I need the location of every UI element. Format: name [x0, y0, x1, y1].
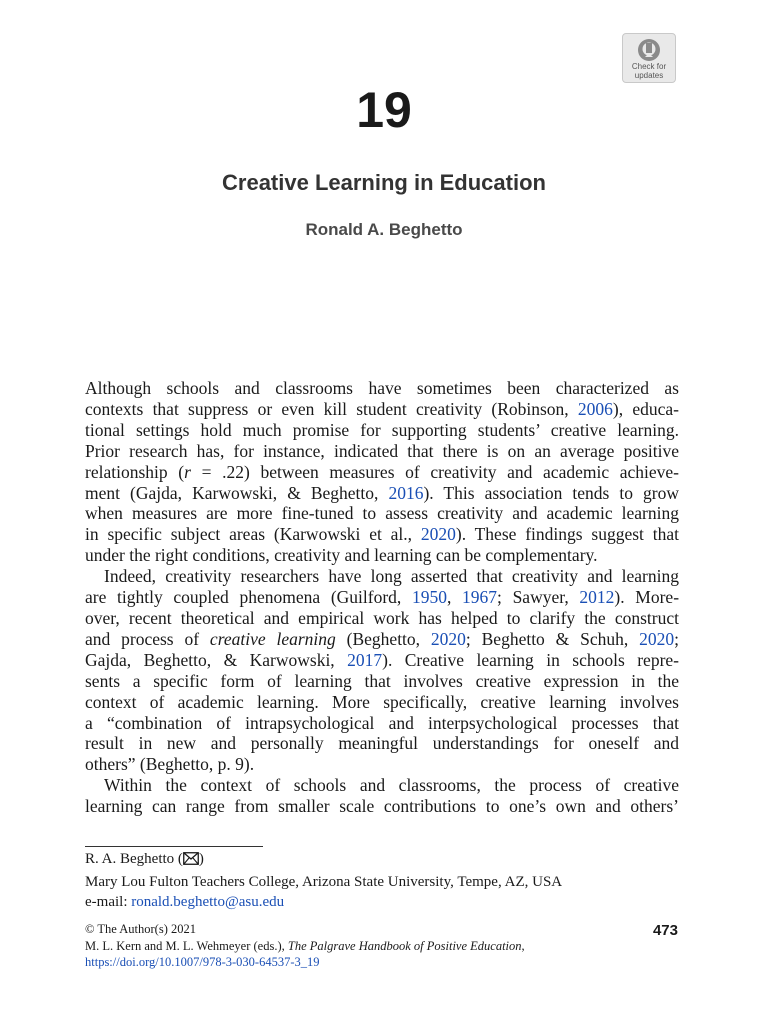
author-affiliation	[85, 849, 685, 913]
text-line: relationship (r = .22) between measures of creativity and academic achieve-	[85, 461, 680, 482]
citation-link[interactable]: 2020	[639, 628, 675, 649]
crossmark-icon	[637, 38, 661, 62]
text-line: Prior research has, for instance, indicated that there is on an average positive	[85, 440, 679, 461]
text-line: ment (Gajda, Karwowski, & Beghetto, 2016). This association tends to grow	[85, 482, 680, 503]
text-line: Within the context of schools and classrooms, the process of creative	[104, 775, 679, 796]
text-line: learning can range from smaller scale contributions to one’s own and others’	[85, 796, 679, 817]
envelope-icon[interactable]	[183, 851, 199, 872]
text-line: others” (Beghetto, p. 9).	[85, 754, 255, 775]
text-line: a “combination of intrapsychological and interpsychological processes that	[85, 712, 679, 733]
doi-line	[85, 954, 625, 971]
text-line: contexts that suppress or even kill student creativity (Robinson, 2006), educa-	[85, 398, 679, 419]
chapter-author: Ronald A. Beghetto	[305, 220, 463, 239]
email-line: e-mail: ronald.beghetto@asu.edu	[85, 894, 285, 910]
chapter-number: 19	[356, 82, 412, 138]
citation-link[interactable]: 1967	[462, 587, 498, 608]
body-text	[85, 378, 679, 817]
copyright-line: © The Author(s) 2021	[85, 922, 196, 936]
text-line: tional settings hold much promise for supporting students’ creative learning.	[85, 419, 679, 440]
citation-link[interactable]: 2006	[577, 398, 613, 419]
text-line: context of academic learning. More specifically, creative learning involves	[85, 691, 679, 712]
citation-link[interactable]: 1950	[411, 587, 447, 608]
citation-link[interactable]: 2012	[579, 587, 615, 608]
text-line: sents a specific form of learning that involves creative expression in the	[85, 670, 679, 691]
check-for-updates-badge[interactable]	[622, 33, 676, 83]
paragraph-2	[85, 566, 679, 775]
page-number: 473	[652, 922, 678, 939]
footnote-divider	[85, 846, 263, 847]
text-line: and process of creative learning (Beghetto, 2020; Beghetto & Schuh, 2020;	[85, 628, 680, 649]
text-line: when measures are more fine-tuned to assess creativity and academic learning	[85, 503, 679, 524]
badge-text-line1: Check for	[631, 62, 667, 71]
chapter-title: Creative Learning in Education	[222, 170, 546, 195]
author-contact-line: R. A. Beghetto ( )	[85, 849, 685, 872]
citation-link[interactable]: 2020	[430, 628, 466, 649]
paragraph-3	[85, 775, 679, 817]
text-line: Indeed, creativity researchers have long asserted that creativity and learning	[104, 566, 679, 587]
text-line: under the right conditions, creativity and learning can be complementary.	[85, 545, 598, 566]
citation-link[interactable]: 2020	[420, 524, 456, 545]
copyright-block	[85, 921, 625, 971]
email-link[interactable]: ronald.beghetto@asu.edu	[131, 894, 285, 910]
text-line: over, recent theoretical and empirical work has helped to clarify the construct	[85, 607, 679, 628]
badge-text-line2: updates	[634, 71, 664, 80]
citation-link[interactable]: 2016	[388, 482, 424, 503]
text-line: in specific subject areas (Karwowski et al., 2020). These findings suggest that	[85, 524, 679, 545]
book-reference-line: M. L. Kern and M. L. Wehmeyer (eds.), The Palgrave Handbook of Positive Education,	[85, 938, 525, 953]
text-line: Although schools and classrooms have sometimes been characterized as	[85, 378, 679, 398]
affiliation-line: Mary Lou Fulton Teachers College, Arizona State University, Tempe, AZ, USA	[85, 873, 563, 890]
text-line: are tightly coupled phenomena (Guilford, 1950, 1967; Sawyer, 2012). More-	[85, 587, 680, 608]
text-line: Gajda, Beghetto, & Karwowski, 2017). Creative learning in schools repre-	[85, 649, 679, 670]
paragraph-1	[85, 378, 679, 566]
citation-link[interactable]: 2017	[347, 649, 383, 670]
doi-link[interactable]: https://doi.org/10.1007/978-3-030-64537-3_19	[85, 955, 320, 969]
text-line: result in new and personally meaningful understandings for oneself and	[85, 733, 679, 754]
